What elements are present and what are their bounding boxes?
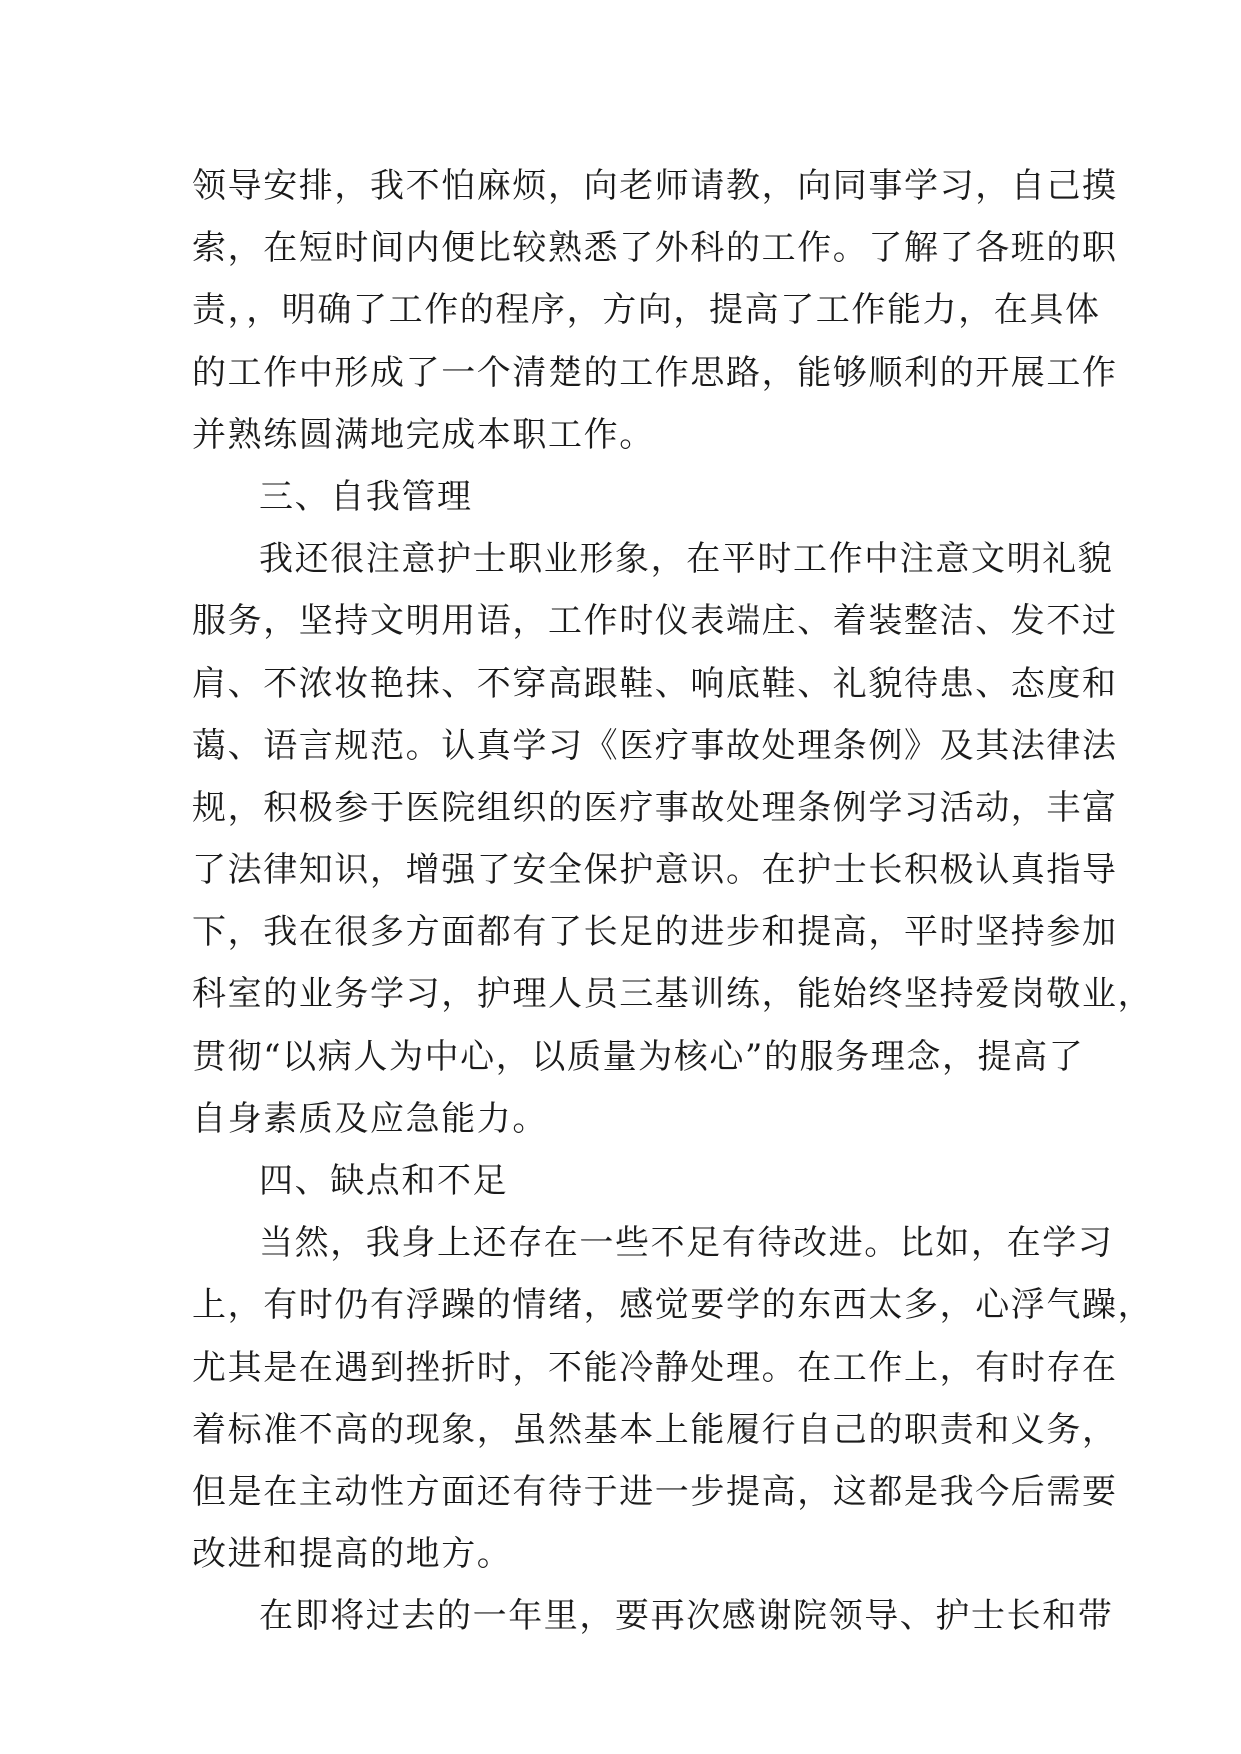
text-line: 下，我在很多方面都有了长足的进步和提高，平时坚持参加 [192,912,1118,953]
text-line: 科室的业务学习，护理人员三基训练，能始终坚持爱岗敬业， [192,974,1154,1015]
text-line: 三、自我管理 [259,476,473,517]
text-line: 领导安排，我不怕麻烦，向老师请教，向同事学习，自己摸 [192,166,1118,206]
text-line: 责，，明确了工作的程序，方向，提高了工作能力，在具体 [192,290,1101,331]
text-line: 索，在短时间内便比较熟悉了外科的工作。了解了各班的职 [192,228,1118,269]
text-line: 在即将过去的一年里，要再次感谢院领导、护士长和带 [259,1596,1114,1637]
text-line: 当然，我身上还存在一些不足有待改进。比如，在学习 [259,1223,1114,1264]
text-line: 但是在主动性方面还有待于进一步提高，这都是我今后需要 [192,1471,1118,1512]
text-line: 蔼、语言规范。认真学习《医疗事故处理条例》及其法律法 [192,725,1118,766]
text-line: 服务，坚持文明用语，工作时仪表端庄、着装整洁、发不过 [192,601,1118,642]
text-line: 尤其是在遇到挫折时，不能冷静处理。在工作上，有时存在 [192,1347,1118,1388]
text-line: 贯彻“以病人为中心，以质量为核心”的服务理念，提高了 [192,1036,1085,1077]
text-line: 着标准不高的现象，虽然基本上能履行自己的职责和义务， [192,1409,1118,1450]
body-text [192,155,1154,1648]
text-line: 四、缺点和不足 [259,1161,509,1201]
text-line: 了法律知识，增强了安全保护意识。在护士长积极认真指导 [192,850,1118,891]
text-line: 并熟练圆满地完成本职工作。 [192,414,655,455]
text-line: 我还很注意护士职业形象，在平时工作中注意文明礼貌 [259,539,1114,580]
text-line: 自身素质及应急能力。 [192,1098,548,1139]
text-line: 规，积极参于医院组织的医疗事故处理条例学习活动，丰富 [192,787,1118,828]
text-line: 的工作中形成了一个清楚的工作思路，能够顺利的开展工作 [192,352,1118,393]
text-line: 上，有时仍有浮躁的情绪，感觉要学的东西太多，心浮气躁， [192,1285,1154,1326]
text-line: 肩、不浓妆艳抹、不穿高跟鞋、响底鞋、礼貌待患、态度和 [192,663,1118,704]
text-line: 改进和提高的地方。 [192,1534,513,1575]
